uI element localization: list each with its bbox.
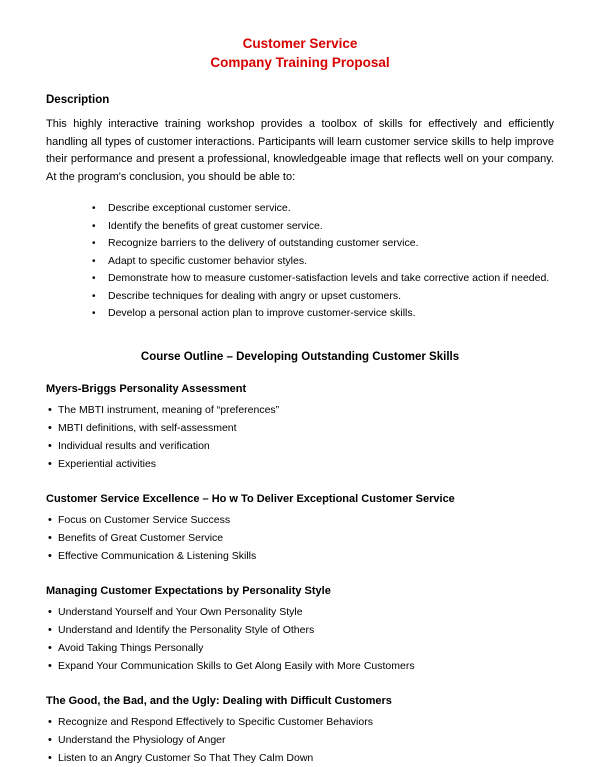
module-section (46, 695, 554, 767)
list-item: • Focus on Customer Service Success (58, 511, 554, 529)
document-title-line-1: Customer Service (242, 36, 358, 51)
description-paragraph: This highly interactive training workshop provides a toolbox of skills for effectively and efficiently handling all types of customer interactions. Participants will learn customer service skills to help improve their performance and present a professional, knowledgeable image that reflects well on your company. At the program's conclusion, you should be able to: (46, 118, 554, 183)
description-heading: Description (46, 94, 110, 106)
course-outline-title: Course Outline – Developing Outstanding Customer Skills (140, 350, 460, 363)
document-title (46, 34, 554, 72)
list-item: • The MBTI instrument, meaning of “preferences” (58, 401, 554, 419)
module-section (46, 585, 554, 675)
module-items (46, 401, 554, 473)
list-item: • Recognize and Respond Effectively to Specific Customer Behaviors (58, 713, 554, 731)
module-section (46, 493, 554, 565)
list-item: • Understand the Physiology of Anger (58, 731, 554, 749)
module-items (46, 713, 554, 767)
list-item: • Benefits of Great Customer Service (58, 529, 554, 547)
list-item: • Adapt to specific customer behavior styles. (108, 253, 554, 271)
module-section (46, 383, 554, 473)
list-item: • Understand and Identify the Personality Style of Others (58, 621, 554, 639)
document-title-line-2: Company Training Proposal (210, 55, 390, 70)
module-heading: The Good, the Bad, and the Ugly: Dealing with Difficult Customers (46, 694, 392, 707)
module-heading: Managing Customer Expectations by Personality Style (46, 584, 331, 597)
list-item: • Listen to an Angry Customer So That They Calm Down (58, 749, 554, 767)
module-items (46, 511, 554, 565)
list-item: • Demonstrate how to measure customer-satisfaction levels and take corrective action if needed. (108, 270, 554, 288)
list-item: • MBTI definitions, with self-assessment (58, 419, 554, 437)
list-item: • Expand Your Communication Skills to Get Along Easily with More Customers (58, 657, 554, 675)
list-item: • Avoid Taking Things Personally (58, 639, 554, 657)
module-heading: Myers-Briggs Personality Assessment (46, 382, 247, 395)
list-item: • Describe exceptional customer service. (108, 200, 554, 218)
module-heading: Customer Service Excellence – Ho w To Deliver Exceptional Customer Service (46, 492, 455, 505)
list-item: • Develop a personal action plan to improve customer-service skills. (108, 305, 554, 323)
list-item: • Experiential activities (58, 455, 554, 473)
list-item: • Understand Yourself and Your Own Personality Style (58, 603, 554, 621)
module-items (46, 603, 554, 675)
list-item: • Recognize barriers to the delivery of outstanding customer service. (108, 235, 554, 253)
list-item: • Effective Communication & Listening Skills (58, 547, 554, 565)
list-item: • Individual results and verification (58, 437, 554, 455)
list-item: • Identify the benefits of great customer service. (108, 218, 554, 236)
list-item: • Describe techniques for dealing with angry or upset customers. (108, 288, 554, 306)
objectives-list (46, 200, 554, 323)
